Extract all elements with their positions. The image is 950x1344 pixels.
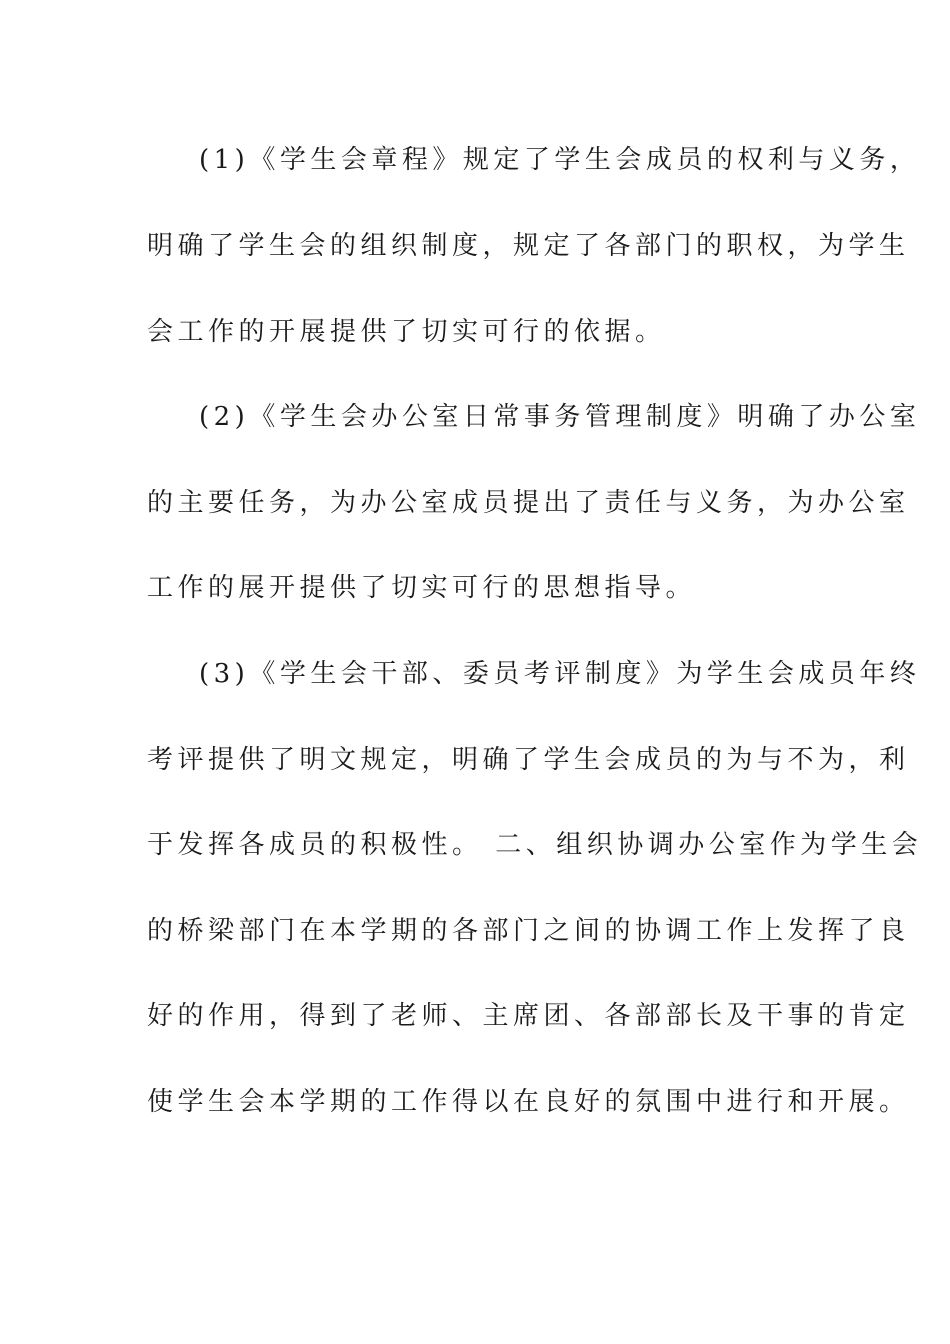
paragraph-3-line-2: 考评提供了明文规定，明确了学生会成员的为与不为，利 bbox=[147, 745, 910, 775]
paragraph-2-line-1: (2)《学生会办公室日常事务管理制度》明确了办公室 bbox=[199, 402, 921, 432]
paragraph-2-line-2: 的主要任务，为办公室成员提出了责任与义务，为办公室 bbox=[147, 488, 910, 518]
paragraph-3-line-3: 于发挥各成员的积极性。 二、组织协调办公室作为学生会 bbox=[147, 830, 923, 860]
paragraph-3-line-6: 使学生会本学期的工作得以在良好的氛围中进行和开展。 bbox=[147, 1087, 910, 1117]
paragraph-3-line-1: (3)《学生会干部、委员考评制度》为学生会成员年终 bbox=[199, 659, 921, 689]
paragraph-3-line-5: 好的作用，得到了老师、主席团、各部部长及干事的肯定 bbox=[147, 1001, 910, 1031]
paragraph-1-line-1: (1)《学生会章程》规定了学生会成员的权利与义务， bbox=[199, 145, 921, 175]
paragraph-1-line-2: 明确了学生会的组织制度，规定了各部门的职权，为学生 bbox=[147, 231, 910, 261]
paragraph-1-line-3: 会工作的开展提供了切实可行的依据。 bbox=[147, 317, 666, 347]
paragraph-3-line-4: 的桥梁部门在本学期的各部门之间的协调工作上发挥了良 bbox=[147, 916, 910, 946]
paragraph-2-line-3: 工作的展开提供了切实可行的思想指导。 bbox=[147, 573, 697, 603]
